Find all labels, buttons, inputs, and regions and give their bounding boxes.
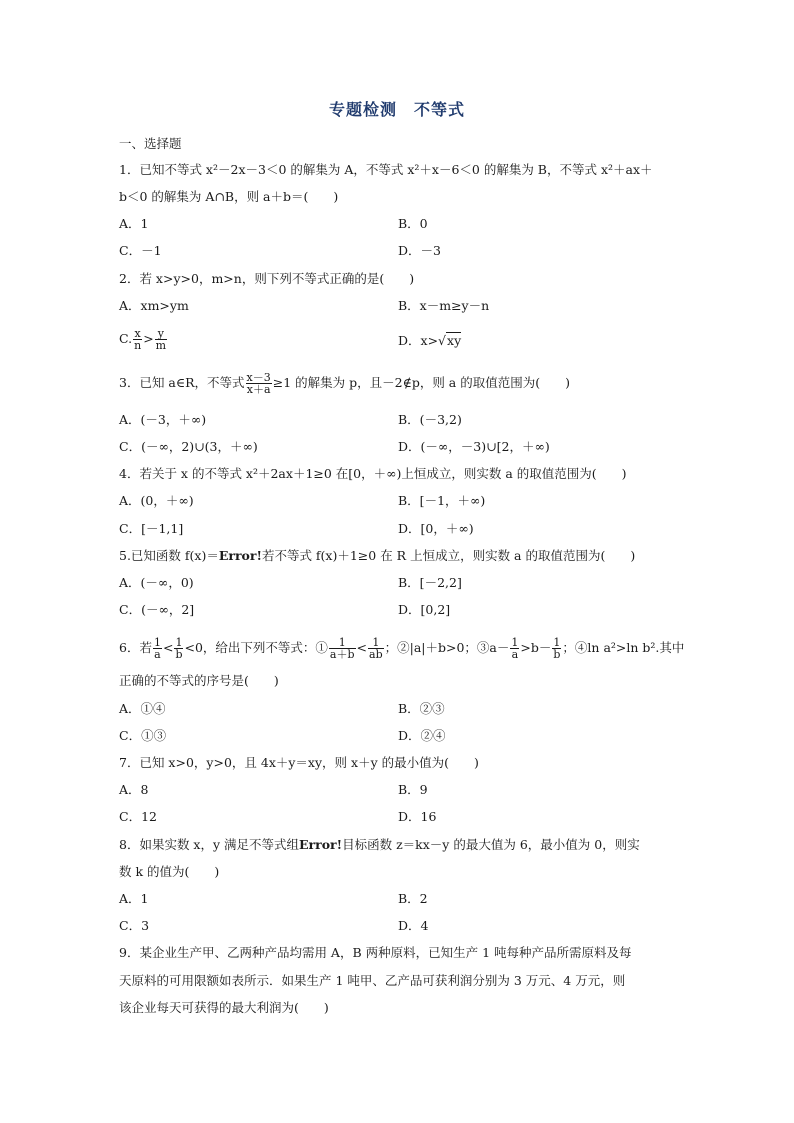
fraction-numerator: y [155,328,167,340]
q2-stem: 2．若 x>y>0，m>n，则下列不等式正确的是( ) [119,271,415,286]
fraction-denominator: b [553,648,561,661]
q4-option-d: D．[0，＋∞) [398,521,474,536]
q6-text: 6．若 [119,640,152,655]
fraction-numerator: 1 [329,637,356,649]
q5-stem [119,548,635,564]
fraction-numerator: 1 [368,637,384,649]
q3-option-a: A．(－3，＋∞) [119,412,207,427]
q6-option-d: D．②④ [398,728,446,743]
q6-stem-line2: 正确的不等式的序号是( ) [119,673,279,688]
q8-stem-pre: 8．如果实数 x，y 满足不等式组 [119,837,300,852]
q5-option-a: A．(－∞，0) [119,575,194,590]
fraction [246,372,272,395]
q7-stem: 7．已知 x>0，y>0，且 4x＋y＝xy，则 x＋y 的最小值为( ) [119,755,479,770]
fraction-denominator: ab [369,648,383,661]
fraction-denominator: b [175,648,183,661]
q6-text: ；②|a|＋b>0；③a－ [384,640,510,655]
q1-option-b: B．0 [398,216,428,231]
q1-option-a: A．1 [119,216,149,231]
fraction [552,637,561,660]
q4-stem: 4．若关于 x 的不等式 x²＋2ax＋1≥0 在[0，＋∞)上恒成立，则实数 a 的取值范围为( ) [119,466,627,481]
q7-option-d: D．16 [398,809,437,824]
q6-option-c: C．①③ [119,728,167,743]
fraction-denominator: x＋a [246,383,271,396]
fraction [510,637,519,660]
q3-stem-post: ≥1 的解集为 p，且－2∉p，则 a 的取值范围为( ) [272,375,570,390]
q4-option-c: C．[－1,1] [119,521,184,536]
q8-stem-post: 目标函数 z＝kx－y 的最大值为 6，最小值为 0，则实 [342,837,640,852]
q9-stem-line3: 该企业每天可获得的最大利润为( ) [119,1000,329,1015]
error-placeholder: Error! [218,548,262,563]
q3-stem [119,372,570,395]
q7-option-b: B．9 [398,782,428,797]
q1-stem-line2: b＜0 的解集为 A∩B，则 a＋b＝( ) [119,189,339,204]
fraction [174,637,183,660]
q7-option-a: A．8 [119,782,149,797]
fraction-numerator: x [134,327,141,340]
q6-text: <0，给出下列不等式：① [184,640,328,655]
q6-option-b: B．②③ [398,701,445,716]
fraction-denominator: m [155,339,167,352]
fraction-numerator: 1 [553,636,561,649]
q5-option-c: C．(－∞，2] [119,602,195,617]
q2-option-c [119,328,168,351]
fraction-numerator: 1 [511,636,519,649]
page-title: 专题检测 不等式 [328,100,465,119]
q5-stem-post: 若不等式 f(x)＋1≥0 在 R 上恒成立，则实数 a 的取值范围为( ) [261,548,636,563]
q2-option-b: B．x－m≥y－n [398,298,490,313]
q9-stem-line1: 9．某企业生产甲、乙两种产品均需用 A，B 两种原料，已知生产 1 吨每种产品所需原料及每 [119,945,632,960]
fraction [155,328,167,351]
q6-option-a: A．①④ [119,701,166,716]
fraction-denominator: a [154,648,161,661]
q6-stem-line1 [119,637,684,660]
fraction-denominator: n [134,339,142,352]
q8-option-d: D．4 [398,918,429,933]
q3-stem-pre: 3．已知 a∈R，不等式 [119,375,245,390]
q4-option-b: B．[－1，＋∞) [398,493,486,508]
fraction [153,637,162,660]
q7-option-c: C．12 [119,809,157,824]
q5-option-d: D．[0,2] [398,602,451,617]
q8-option-b: B．2 [398,891,428,906]
q6-text: ；④ln a²>ln b².其中 [562,640,685,655]
q5-stem-pre: 5.已知函数 f(x)＝ [119,548,219,563]
q3-option-d: D．(－∞，－3)∪[2，＋∞) [398,439,550,454]
q1-stem-line1: 1．已知不等式 x²－2x－3＜0 的解集为 A，不等式 x²＋x－6＜0 的解集为 B，不等式 x²＋ax＋ [119,162,653,177]
q8-stem-line2: 数 k 的值为( ) [119,864,220,879]
fraction [133,328,142,351]
q4-option-a: A．(0，＋∞) [119,493,194,508]
fraction [329,637,356,660]
fraction-numerator: x－3 [246,371,271,384]
q9-stem-line2: 天原料的可用限额如表所示．如果生产 1 吨甲、乙产品可获利润分别为 3 万元、4 万元，则 [119,973,626,988]
fraction-denominator: a [511,648,519,661]
error-placeholder: Error! [299,837,343,852]
q2-c-operator: > [143,331,154,346]
q2-d-prefix: D．x> [398,333,439,348]
q8-stem-line1 [119,837,640,853]
fraction [368,637,384,660]
sqrt-radicand: xy [447,333,462,348]
q2-option-d: D．x>√xy [398,333,462,348]
q2-option-a: A．xm>ym [119,298,189,313]
q3-option-b: B．(－3,2) [398,412,462,427]
q8-option-a: A．1 [119,891,149,906]
q5-option-b: B．[－2,2] [398,575,462,590]
q8-option-c: C．3 [119,918,150,933]
section-heading: 一、选择题 [119,136,182,151]
fraction-denominator: a＋b [329,648,355,661]
fraction-numerator: 1 [175,636,183,649]
q6-text: < [356,640,368,655]
q6-text: < [162,640,174,655]
q1-option-c: C．－1 [119,243,162,258]
q6-text: >b－ [520,640,552,655]
fraction-numerator: 1 [153,636,161,649]
q3-option-c: C．(－∞，2)∪(3，＋∞) [119,439,258,454]
q1-option-d: D．－3 [398,243,441,258]
q2-c-prefix: C. [119,331,133,346]
